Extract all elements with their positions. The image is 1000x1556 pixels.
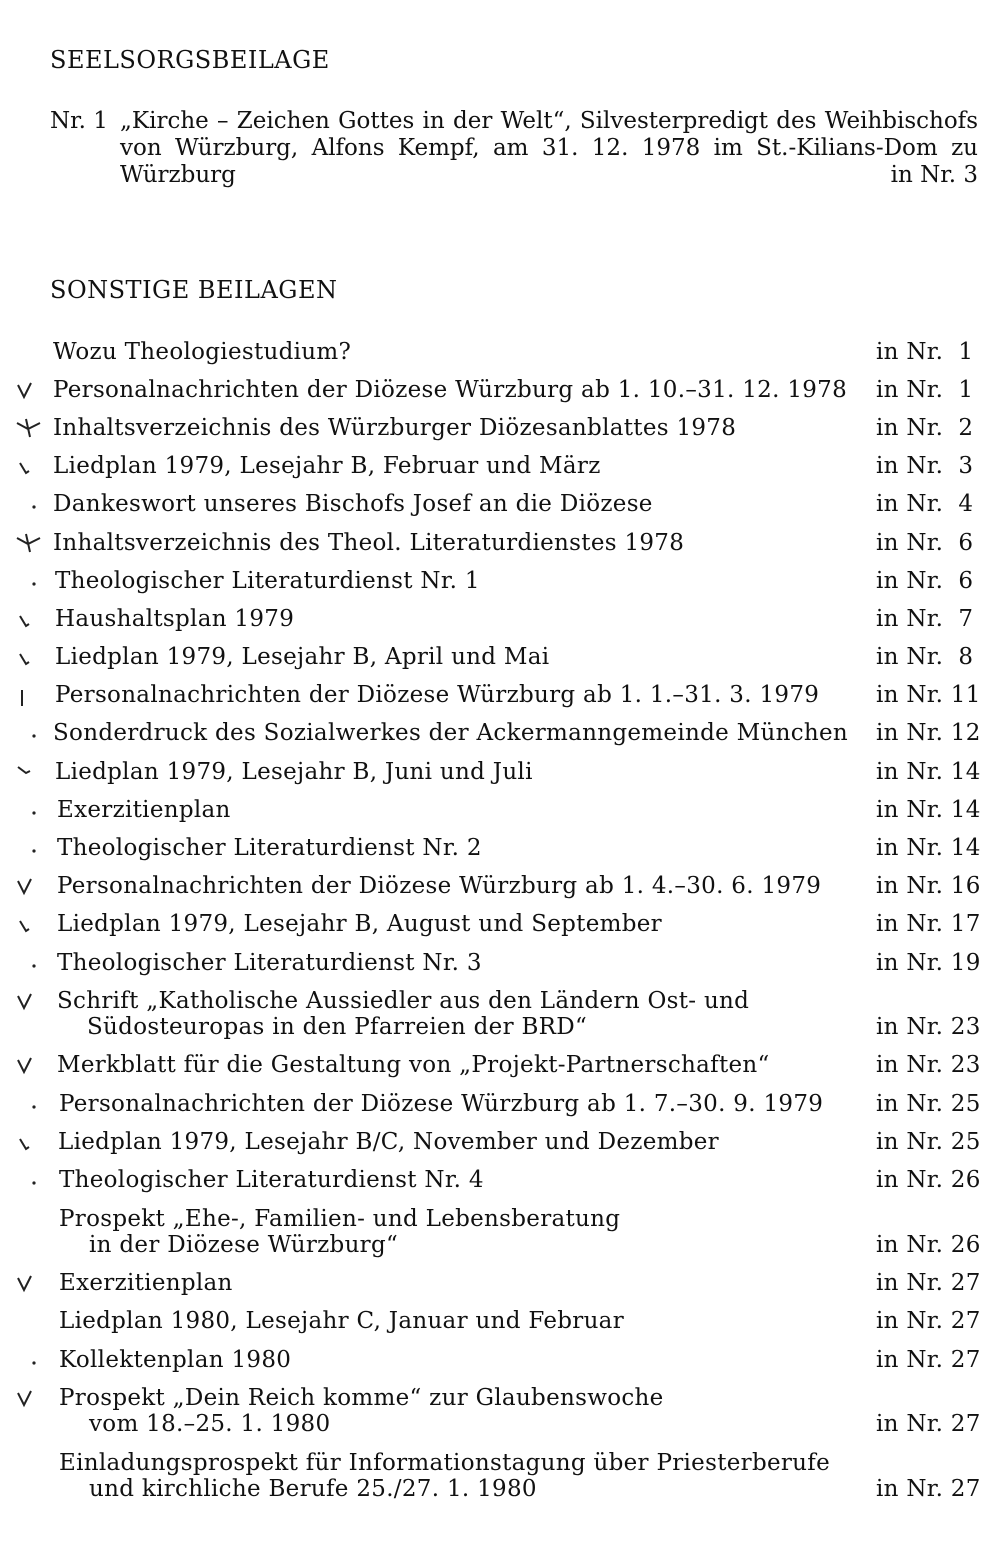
entry-title-line: Liedplan 1980, Lesejahr C, Januar und Februar — [59, 1308, 624, 1334]
entry-title — [53, 339, 863, 365]
entry-title — [59, 1270, 869, 1296]
entry-issue-ref: in Nr. 14 — [876, 835, 981, 861]
entry-title — [59, 1091, 869, 1117]
seelsorgsbeilage-number: Nr. 1 — [50, 108, 108, 134]
entry-title — [59, 1206, 869, 1258]
handwritten-checkmark-icon — [14, 799, 44, 825]
entry-title-line: Merkblatt für die Gestaltung von „Projekt-Partnerschaften“ — [57, 1052, 770, 1078]
entry-title — [57, 1052, 867, 1078]
entry-issue-ref: in Nr. 23 — [876, 1014, 981, 1040]
entry-title — [59, 1308, 869, 1334]
handwritten-checkmark-icon — [14, 952, 44, 978]
entry-title-line: Theologischer Literaturdienst Nr. 1 — [55, 568, 480, 594]
entry-title — [55, 606, 865, 632]
seelsorgsbeilage-text: „Kirche – Zeichen Gottes in der Welt“, Silvesterpredigt des Weihbischofs von Würzburg, Alfons Kempf, am 31. 12. 1978 im St.-Kilians-Dom zu Würzburg — [120, 108, 978, 188]
entry-issue-ref: in Nr. 27 — [876, 1308, 981, 1334]
entry-title-line: Inhaltsverzeichnis des Theol. Literaturdienstes 1978 — [53, 530, 685, 556]
entry-title — [59, 1450, 869, 1502]
entry-title-line: Wozu Theologiestudium? — [53, 339, 352, 365]
entry-title — [57, 873, 867, 899]
entry-title-line: Kollektenplan 1980 — [59, 1347, 292, 1373]
entry-title-line: Personalnachrichten der Diözese Würzburg ab 1. 1.–31. 3. 1979 — [55, 682, 820, 708]
handwritten-checkmark-icon — [14, 646, 44, 672]
entry-title-line: Haushaltsplan 1979 — [55, 606, 295, 632]
entry-issue-ref: in Nr. 11 — [876, 682, 981, 708]
entry-issue-ref: in Nr. 19 — [876, 950, 981, 976]
entry-title — [53, 415, 863, 441]
entry-title-line: Theologischer Literaturdienst Nr. 4 — [59, 1167, 484, 1193]
handwritten-checkmark-icon — [14, 913, 44, 939]
entry-title — [58, 1129, 868, 1155]
entry-title — [55, 759, 865, 785]
entry-issue-ref: in Nr. 25 — [876, 1129, 981, 1155]
entry-title — [59, 1167, 869, 1193]
entry-issue-ref: in Nr. 12 — [876, 720, 981, 746]
entry-title-line: Prospekt „Ehe-, Familien- und Lebensberatung — [59, 1206, 621, 1232]
entry-title-line: Exerzitienplan — [57, 797, 231, 823]
entry-title-continuation: Südosteuropas in den Pfarreien der BRD“ — [87, 1014, 588, 1040]
entry-title-line: Personalnachrichten der Diözese Würzburg ab 1. 10.–31. 12. 1978 — [53, 377, 848, 403]
handwritten-checkmark-icon — [14, 608, 44, 634]
handwritten-checkmark-icon — [14, 837, 44, 863]
entry-title-line: Liedplan 1979, Lesejahr B, Februar und März — [53, 453, 601, 479]
entry-issue-ref: in Nr. 7 — [876, 606, 974, 632]
entry-issue-ref: in Nr. 6 — [876, 530, 974, 556]
handwritten-checkmark-icon — [14, 1349, 44, 1375]
handwritten-checkmark-icon — [14, 684, 44, 710]
entry-title-line: Liedplan 1979, Lesejahr B/C, November und Dezember — [58, 1129, 719, 1155]
entry-title — [55, 682, 865, 708]
entry-title-continuation: in der Diözese Würzburg“ — [89, 1232, 399, 1258]
entry-issue-ref: in Nr. 27 — [876, 1411, 981, 1437]
entry-title — [53, 491, 863, 517]
handwritten-checkmark-icon — [14, 761, 44, 787]
seelsorgsbeilage-ref: in Nr. 3 — [883, 162, 978, 189]
entry-title-line: Dankeswort unseres Bischofs Josef an die Diözese — [53, 491, 653, 517]
handwritten-checkmark-icon — [14, 570, 44, 596]
entry-title — [57, 950, 867, 976]
entry-title-line: Theologischer Literaturdienst Nr. 3 — [57, 950, 482, 976]
handwritten-checkmark-icon — [14, 722, 44, 748]
handwritten-checkmark-icon — [14, 1387, 44, 1413]
handwritten-checkmark-icon — [14, 532, 44, 558]
handwritten-checkmark-icon — [14, 417, 44, 443]
handwritten-checkmark-icon — [14, 1131, 44, 1157]
section-heading-seelsorgsbeilage: SEELSORGSBEILAGE — [50, 46, 330, 74]
entry-title-line: Inhaltsverzeichnis des Würzburger Diözesanblattes 1978 — [53, 415, 737, 441]
entry-title-continuation: vom 18.–25. 1. 1980 — [89, 1411, 331, 1437]
entry-issue-ref: in Nr. 23 — [876, 1052, 981, 1078]
handwritten-checkmark-icon — [14, 1272, 44, 1298]
entry-issue-ref: in Nr. 26 — [876, 1232, 981, 1258]
entry-title-line: Schrift „Katholische Aussiedler aus den Ländern Ost- und — [57, 988, 750, 1014]
entry-issue-ref: in Nr. 27 — [876, 1476, 981, 1502]
entry-issue-ref: in Nr. 1 — [876, 339, 974, 365]
entry-title — [53, 530, 863, 556]
handwritten-checkmark-icon — [14, 455, 44, 481]
entry-title — [57, 911, 867, 937]
entry-title — [57, 797, 867, 823]
handwritten-checkmark-icon — [14, 1093, 44, 1119]
entry-title — [55, 644, 865, 670]
entry-title-continuation: und kirchliche Berufe 25./27. 1. 1980 — [89, 1476, 537, 1502]
entry-title — [59, 1385, 869, 1437]
entry-title — [57, 835, 867, 861]
entry-issue-ref: in Nr. 3 — [876, 453, 974, 479]
entry-title — [53, 453, 863, 479]
handwritten-checkmark-icon — [14, 1169, 44, 1195]
entry-title-line: Liedplan 1979, Lesejahr B, April und Mai — [55, 644, 550, 670]
entry-issue-ref: in Nr. 25 — [876, 1091, 981, 1117]
entry-title — [53, 720, 863, 746]
section-heading-sonstige-beilagen: SONSTIGE BEILAGEN — [50, 276, 338, 304]
entry-issue-ref: in Nr. 6 — [876, 568, 974, 594]
entry-title — [59, 1347, 869, 1373]
entry-issue-ref: in Nr. 14 — [876, 797, 981, 823]
seelsorgsbeilage-entry — [50, 108, 978, 189]
entry-issue-ref: in Nr. 4 — [876, 491, 974, 517]
entry-issue-ref: in Nr. 8 — [876, 644, 974, 670]
handwritten-checkmark-icon — [14, 875, 44, 901]
handwritten-checkmark-icon — [14, 990, 44, 1016]
entry-title-line: Theologischer Literaturdienst Nr. 2 — [57, 835, 482, 861]
entry-title — [57, 988, 867, 1040]
entry-title-line: Sonderdruck des Sozialwerkes der Ackermanngemeinde München — [53, 720, 849, 746]
entry-title-line: Liedplan 1979, Lesejahr B, August und September — [57, 911, 662, 937]
entry-title-line: Liedplan 1979, Lesejahr B, Juni und Juli — [55, 759, 533, 785]
entry-title-line: Einladungsprospekt für Informationstagung über Priesterberufe — [59, 1450, 831, 1476]
entry-title — [55, 568, 865, 594]
entry-issue-ref: in Nr. 26 — [876, 1167, 981, 1193]
entry-title-line: Personalnachrichten der Diözese Würzburg ab 1. 7.–30. 9. 1979 — [59, 1091, 824, 1117]
entry-issue-ref: in Nr. 17 — [876, 911, 981, 937]
entry-title — [53, 377, 863, 403]
entry-issue-ref: in Nr. 14 — [876, 759, 981, 785]
entry-issue-ref: in Nr. 1 — [876, 377, 974, 403]
entry-title-line: Prospekt „Dein Reich komme“ zur Glaubenswoche — [59, 1385, 664, 1411]
entry-issue-ref: in Nr. 27 — [876, 1270, 981, 1296]
entry-issue-ref: in Nr. 27 — [876, 1347, 981, 1373]
entry-issue-ref: in Nr. 16 — [876, 873, 981, 899]
handwritten-checkmark-icon — [14, 379, 44, 405]
entry-issue-ref: in Nr. 2 — [876, 415, 974, 441]
handwritten-checkmark-icon — [14, 493, 44, 519]
handwritten-checkmark-icon — [14, 1054, 44, 1080]
entry-title-line: Personalnachrichten der Diözese Würzburg ab 1. 4.–30. 6. 1979 — [57, 873, 822, 899]
entry-title-line: Exerzitienplan — [59, 1270, 233, 1296]
